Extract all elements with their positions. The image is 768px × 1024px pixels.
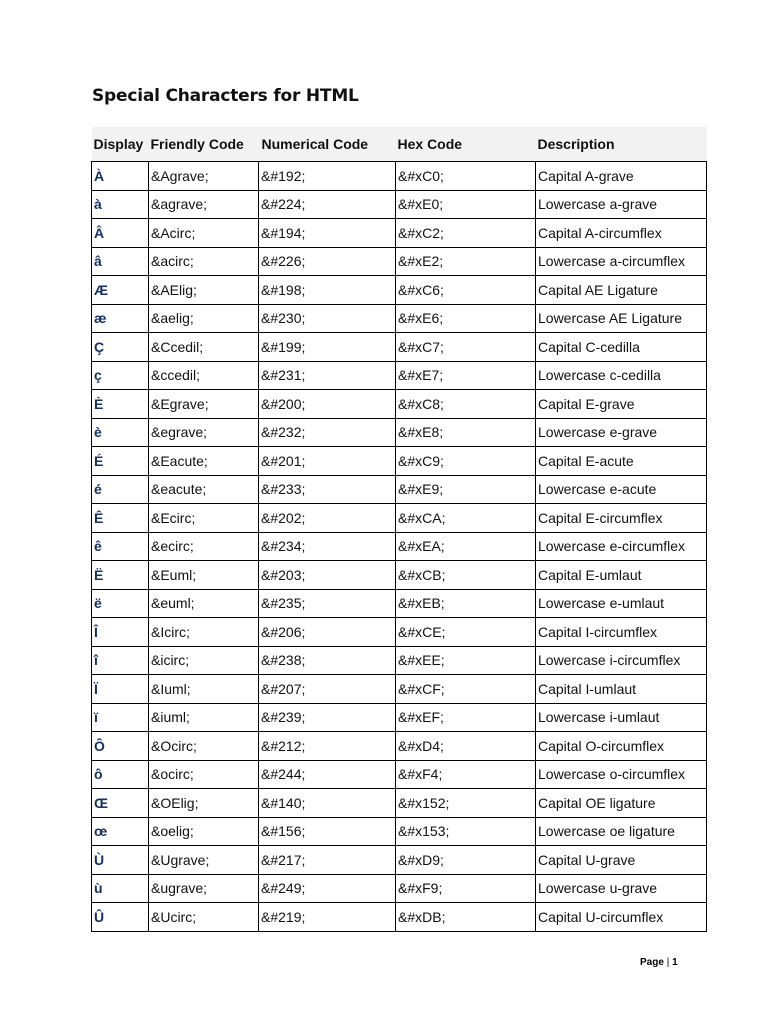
display-char-cell: À <box>92 162 149 191</box>
numerical-code-cell: &#226; <box>259 247 396 276</box>
hex-code-cell: &#xEA; <box>396 532 536 561</box>
friendly-code-cell: &ugrave; <box>149 874 259 903</box>
table-row <box>92 504 707 533</box>
numerical-code-cell: &#156; <box>259 817 396 846</box>
hex-code-cell: &#xC6; <box>396 276 536 305</box>
description-cell: Lowercase i-umlaut <box>536 703 707 732</box>
numerical-code-cell: &#234; <box>259 532 396 561</box>
display-char-cell: ù <box>92 874 149 903</box>
hex-code-cell: &#xEF; <box>396 703 536 732</box>
hex-code-cell: &#xCF; <box>396 675 536 704</box>
friendly-code-cell: &Ccedil; <box>149 333 259 362</box>
numerical-code-cell: &#219; <box>259 903 396 932</box>
numerical-code-cell: &#244; <box>259 760 396 789</box>
hex-code-cell: &#xCB; <box>396 561 536 590</box>
friendly-code-cell: &iuml; <box>149 703 259 732</box>
friendly-code-cell: &icirc; <box>149 646 259 675</box>
numerical-code-cell: &#192; <box>259 162 396 191</box>
table-row <box>92 561 707 590</box>
table-row <box>92 276 707 305</box>
friendly-code-cell: &Acirc; <box>149 219 259 248</box>
hex-code-cell: &#xDB; <box>396 903 536 932</box>
table-row <box>92 247 707 276</box>
numerical-code-cell: &#198; <box>259 276 396 305</box>
table-row <box>92 304 707 333</box>
display-char-cell: Ô <box>92 732 149 761</box>
footer-page-label: Page <box>640 957 664 968</box>
numerical-code-cell: &#207; <box>259 675 396 704</box>
table-row <box>92 760 707 789</box>
numerical-code-cell: &#200; <box>259 390 396 419</box>
display-char-cell: Ù <box>92 846 149 875</box>
friendly-code-cell: &Ecirc; <box>149 504 259 533</box>
display-char-cell: ô <box>92 760 149 789</box>
hex-code-cell: &#xE6; <box>396 304 536 333</box>
description-cell: Lowercase o-circumflex <box>536 760 707 789</box>
numerical-code-cell: &#140; <box>259 789 396 818</box>
display-char-cell: à <box>92 190 149 219</box>
hex-code-cell: &#xCE; <box>396 618 536 647</box>
description-cell: Capital AE Ligature <box>536 276 707 305</box>
friendly-code-cell: &Eacute; <box>149 447 259 476</box>
friendly-code-cell: &ecirc; <box>149 532 259 561</box>
description-cell: Lowercase i-circumflex <box>536 646 707 675</box>
numerical-code-cell: &#194; <box>259 219 396 248</box>
table-row <box>92 846 707 875</box>
table-row <box>92 732 707 761</box>
hex-code-cell: &#x152; <box>396 789 536 818</box>
hex-code-cell: &#xCA; <box>396 504 536 533</box>
table-header <box>92 127 707 162</box>
footer-page-number: 1 <box>672 957 678 968</box>
friendly-code-cell: &Iuml; <box>149 675 259 704</box>
hex-code-cell: &#xE0; <box>396 190 536 219</box>
display-char-cell: É <box>92 447 149 476</box>
table-row <box>92 333 707 362</box>
numerical-code-cell: &#212; <box>259 732 396 761</box>
display-char-cell: ç <box>92 361 149 390</box>
table-row <box>92 646 707 675</box>
display-char-cell: Œ <box>92 789 149 818</box>
display-char-cell: Â <box>92 219 149 248</box>
display-char-cell: â <box>92 247 149 276</box>
numerical-code-cell: &#249; <box>259 874 396 903</box>
hex-code-cell: &#xF4; <box>396 760 536 789</box>
table-row <box>92 361 707 390</box>
table-row <box>92 390 707 419</box>
numerical-code-cell: &#224; <box>259 190 396 219</box>
display-char-cell: è <box>92 418 149 447</box>
header-display: Display <box>92 127 149 162</box>
friendly-code-cell: &egrave; <box>149 418 259 447</box>
hex-code-cell: &#xC7; <box>396 333 536 362</box>
numerical-code-cell: &#206; <box>259 618 396 647</box>
hex-code-cell: &#xC2; <box>396 219 536 248</box>
friendly-code-cell: &Icirc; <box>149 618 259 647</box>
table-row <box>92 874 707 903</box>
table-row <box>92 675 707 704</box>
display-char-cell: Ë <box>92 561 149 590</box>
description-cell: Capital I-umlaut <box>536 675 707 704</box>
display-char-cell: ê <box>92 532 149 561</box>
page-footer <box>640 957 678 968</box>
numerical-code-cell: &#201; <box>259 447 396 476</box>
numerical-code-cell: &#230; <box>259 304 396 333</box>
friendly-code-cell: &Ucirc; <box>149 903 259 932</box>
header-row <box>92 127 707 162</box>
friendly-code-cell: &aelig; <box>149 304 259 333</box>
table-row <box>92 219 707 248</box>
display-char-cell: È <box>92 390 149 419</box>
hex-code-cell: &#x153; <box>396 817 536 846</box>
table-row <box>92 532 707 561</box>
display-char-cell: é <box>92 475 149 504</box>
description-cell: Capital E-grave <box>536 390 707 419</box>
description-cell: Capital O-circumflex <box>536 732 707 761</box>
friendly-code-cell: &AElig; <box>149 276 259 305</box>
friendly-code-cell: &oelig; <box>149 817 259 846</box>
description-cell: Lowercase AE Ligature <box>536 304 707 333</box>
display-char-cell: î <box>92 646 149 675</box>
description-cell: Capital E-umlaut <box>536 561 707 590</box>
header-friendly-code: Friendly Code <box>149 127 259 162</box>
description-cell: Lowercase a-grave <box>536 190 707 219</box>
display-char-cell: Æ <box>92 276 149 305</box>
friendly-code-cell: &ocirc; <box>149 760 259 789</box>
friendly-code-cell: &Egrave; <box>149 390 259 419</box>
friendly-code-cell: &agrave; <box>149 190 259 219</box>
description-cell: Capital I-circumflex <box>536 618 707 647</box>
display-char-cell: ï <box>92 703 149 732</box>
description-cell: Lowercase u-grave <box>536 874 707 903</box>
friendly-code-cell: &Euml; <box>149 561 259 590</box>
display-char-cell: œ <box>92 817 149 846</box>
hex-code-cell: &#xF9; <box>396 874 536 903</box>
description-cell: Capital U-grave <box>536 846 707 875</box>
friendly-code-cell: &ccedil; <box>149 361 259 390</box>
friendly-code-cell: &acirc; <box>149 247 259 276</box>
hex-code-cell: &#xC9; <box>396 447 536 476</box>
description-cell: Capital A-circumflex <box>536 219 707 248</box>
display-char-cell: Ç <box>92 333 149 362</box>
description-cell: Lowercase a-circumflex <box>536 247 707 276</box>
table-row <box>92 817 707 846</box>
table-row <box>92 162 707 191</box>
hex-code-cell: &#xE2; <box>396 247 536 276</box>
hex-code-cell: &#xEB; <box>396 589 536 618</box>
hex-code-cell: &#xD9; <box>396 846 536 875</box>
table-row <box>92 789 707 818</box>
description-cell: Lowercase e-grave <box>536 418 707 447</box>
hex-code-cell: &#xC0; <box>396 162 536 191</box>
display-char-cell: Î <box>92 618 149 647</box>
description-cell: Capital C-cedilla <box>536 333 707 362</box>
header-description: Description <box>536 127 707 162</box>
description-cell: Lowercase e-circumflex <box>536 532 707 561</box>
display-char-cell: æ <box>92 304 149 333</box>
description-cell: Capital OE ligature <box>536 789 707 818</box>
hex-code-cell: &#xD4; <box>396 732 536 761</box>
hex-code-cell: &#xC8; <box>396 390 536 419</box>
description-cell: Capital E-circumflex <box>536 504 707 533</box>
description-cell: Capital A-grave <box>536 162 707 191</box>
description-cell: Lowercase oe ligature <box>536 817 707 846</box>
page-title: Special Characters for HTML <box>92 86 359 106</box>
friendly-code-cell: &eacute; <box>149 475 259 504</box>
display-char-cell: Ï <box>92 675 149 704</box>
description-cell: Lowercase e-umlaut <box>536 589 707 618</box>
hex-code-cell: &#xE7; <box>396 361 536 390</box>
numerical-code-cell: &#232; <box>259 418 396 447</box>
numerical-code-cell: &#231; <box>259 361 396 390</box>
table-body <box>92 162 707 932</box>
special-characters-table <box>91 127 707 932</box>
friendly-code-cell: &Ugrave; <box>149 846 259 875</box>
table-row <box>92 190 707 219</box>
display-char-cell: Û <box>92 903 149 932</box>
friendly-code-cell: &OElig; <box>149 789 259 818</box>
numerical-code-cell: &#238; <box>259 646 396 675</box>
footer-separator: | <box>666 957 670 968</box>
numerical-code-cell: &#203; <box>259 561 396 590</box>
table-row <box>92 703 707 732</box>
table-row <box>92 589 707 618</box>
numerical-code-cell: &#199; <box>259 333 396 362</box>
table-row <box>92 618 707 647</box>
display-char-cell: ë <box>92 589 149 618</box>
hex-code-cell: &#xEE; <box>396 646 536 675</box>
hex-code-cell: &#xE9; <box>396 475 536 504</box>
description-cell: Lowercase c-cedilla <box>536 361 707 390</box>
numerical-code-cell: &#235; <box>259 589 396 618</box>
description-cell: Capital U-circumflex <box>536 903 707 932</box>
friendly-code-cell: &euml; <box>149 589 259 618</box>
table-row <box>92 447 707 476</box>
hex-code-cell: &#xE8; <box>396 418 536 447</box>
numerical-code-cell: &#217; <box>259 846 396 875</box>
display-char-cell: Ê <box>92 504 149 533</box>
table-row <box>92 903 707 932</box>
table-row <box>92 418 707 447</box>
description-cell: Lowercase e-acute <box>536 475 707 504</box>
numerical-code-cell: &#233; <box>259 475 396 504</box>
friendly-code-cell: &Agrave; <box>149 162 259 191</box>
numerical-code-cell: &#202; <box>259 504 396 533</box>
header-hex-code: Hex Code <box>396 127 536 162</box>
header-numerical-code: Numerical Code <box>259 127 396 162</box>
description-cell: Capital E-acute <box>536 447 707 476</box>
friendly-code-cell: &Ocirc; <box>149 732 259 761</box>
table-row <box>92 475 707 504</box>
numerical-code-cell: &#239; <box>259 703 396 732</box>
